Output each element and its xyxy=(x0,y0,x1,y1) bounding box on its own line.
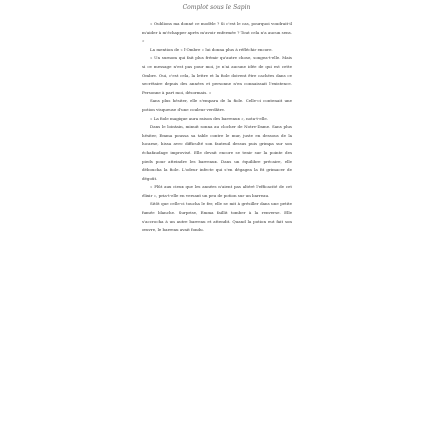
paragraph: « Oublions ma donné ce modèle ? Si c'est le cas, pourquoi voudrait-il m'aider à m'échapper après m'avoir enfermée ? Tout cela n'a aucun sens. » xyxy=(142,21,292,44)
paragraph: Sitôt que celle-ci toucha le fer, elle se mit à grésiller dans une petite fumée blanche. Surprise, Emma faillit tomber à la renverse. Elle s'accrocha à un autre barreau et attendit. Quand la potion eut fait son œuvre, le barreau avait fondu. xyxy=(142,201,292,233)
body-text xyxy=(142,20,292,235)
paragraph: « Plût aux cieux que les années n'aient pas altéré l'efficacité de cet élixir », pria-t-elle en versant un peu de potion sur un barreau. xyxy=(142,184,292,198)
paragraph: « Un surnom qui fait plus frémir qu'autre chose, songea-t-elle. Mais si ce message n'est pas pour moi, je n'ai aucune idée de qui est cette Ombre. Oui, c'est cela, la lettre et la fiole doivent être cachées dans ce secrétaire depuis des années et personne n'en connaissait l'existence. Personne à part moi, désormais. » xyxy=(142,55,292,95)
paragraph: « La fiole magique aura raison des barreaux », nota-t-elle. xyxy=(150,115,268,121)
running-header: Complot sous le Sapin xyxy=(182,4,251,11)
paragraph: Sans plus hésiter, elle s'empara de la fiole. Celle-ci contenait une potion visqueuse d'une couleur verdâtre. xyxy=(142,98,292,112)
paragraph: La mention de « l'Ombre » lui donna plus à réfléchir encore. xyxy=(150,46,273,52)
paragraph: Dans le lointain, minuit sonna au clocher de Notre-Dame. Sans plus hésiter, Emma poussa sa table contre le mur, juste en dessous de la lucarne, hissa avec difficulté son fauteuil dessus puis grimpa sur son échafaudage improvisé. Elle devait encore se tenir sur la pointe des pieds pour atteindre les barreaux. Dans un équilibre précaire, elle déboucha la fiole. L'odeur infecte qui s'en dégagea la fit grimacer de dégoût. xyxy=(142,124,292,181)
